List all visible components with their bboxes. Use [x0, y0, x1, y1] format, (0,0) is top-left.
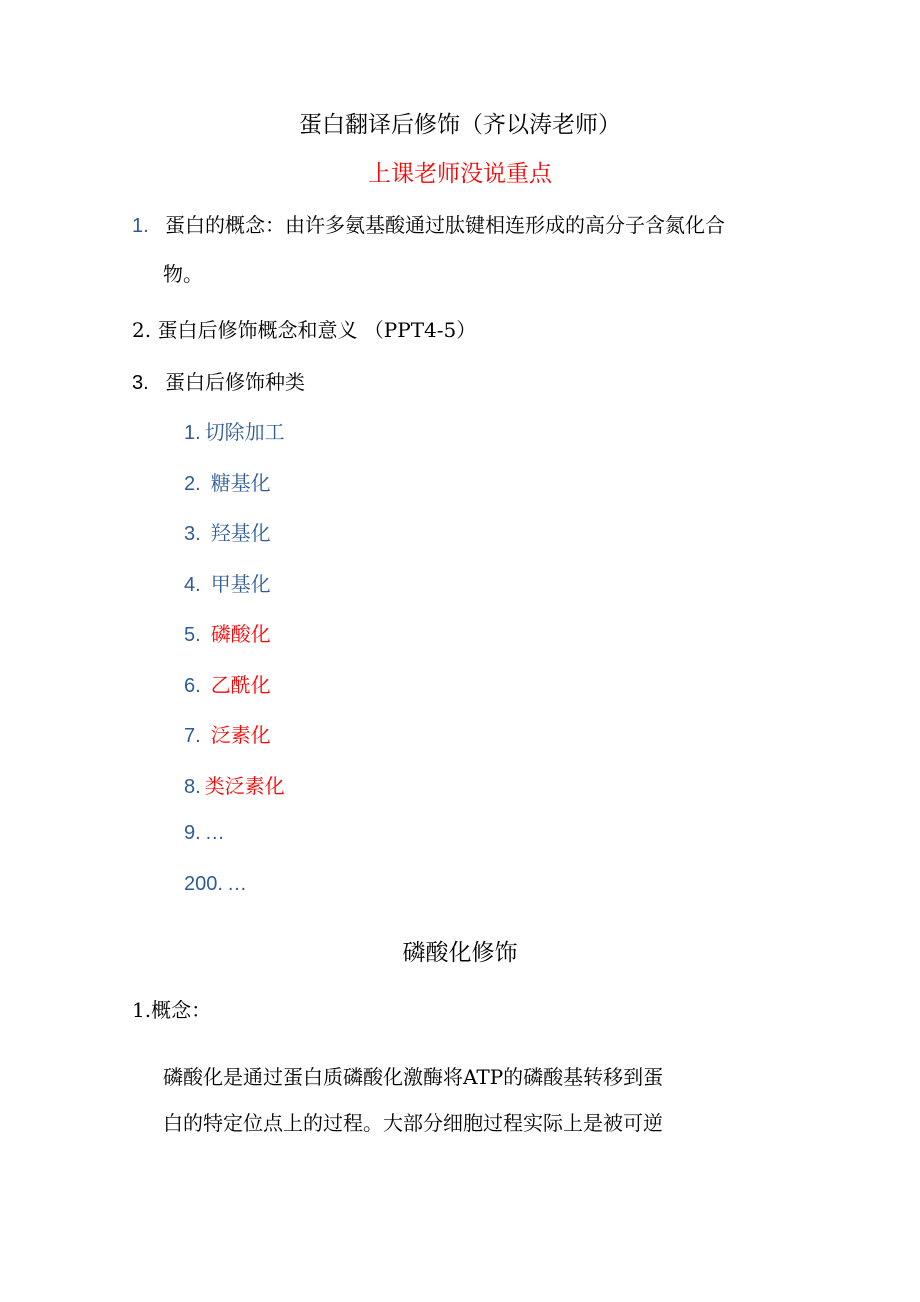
- list-item-label: 糖基化: [210, 470, 271, 495]
- list-item-label: …: [204, 822, 225, 844]
- section1-text: 蛋白的概念：由许多氨基酸通过肽键相连形成的高分子含氮化合: [165, 213, 726, 237]
- list-item-number: 2.: [184, 472, 201, 495]
- section2-text: 2. 蛋白后修饰概念和意义 （PPT4-5）: [132, 318, 477, 342]
- list-item-number: 1.: [184, 422, 201, 444]
- section1: [132, 209, 725, 238]
- list-item-number: 4.: [184, 573, 201, 596]
- list-item-number: 3.: [184, 523, 201, 545]
- list-item-label: 类泛素化: [204, 773, 285, 798]
- section-heading: 磷酸化修饰: [402, 940, 518, 966]
- list-item: [184, 719, 271, 748]
- list-item-number: 7.: [184, 725, 201, 747]
- list-item: [184, 770, 285, 799]
- list-item: [184, 568, 271, 597]
- concept-label: 1.概念：: [132, 998, 212, 1022]
- list-item-number: 5.: [184, 624, 201, 646]
- list-item-label: 磷酸化: [210, 622, 271, 646]
- list-item-label: 乙酰化: [210, 672, 271, 697]
- paragraph-line: 白的特定位点上的过程。大部分细胞过程实际上是被可逆: [163, 1111, 663, 1135]
- page-subtitle: 上课老师没说重点: [368, 161, 552, 187]
- page-title: 蛋白翻译后修饰（齐以涛老师）: [299, 112, 621, 138]
- section1-number: 1.: [132, 215, 149, 237]
- section3: [132, 366, 305, 395]
- list-item: [184, 669, 271, 698]
- section3-number: 3.: [132, 372, 149, 394]
- list-item: [184, 871, 247, 896]
- list-item: [184, 416, 285, 445]
- list-item: [184, 618, 271, 647]
- list-item-number: 9.: [184, 822, 201, 844]
- list-item-label: 切除加工: [204, 420, 285, 444]
- section3-text: 蛋白后修饰种类: [165, 370, 306, 394]
- list-item-label: 泛素化: [210, 723, 271, 747]
- list-item-number: 200.: [184, 872, 223, 895]
- list-item: [184, 517, 271, 546]
- paragraph-line: 磷酸化是通过蛋白质磷酸化激酶将ATP的磷酸基转移到蛋: [163, 1065, 664, 1089]
- list-item-label: 甲基化: [210, 571, 271, 596]
- section1-text-cont: 物。: [163, 262, 203, 286]
- list-item-number: 8.: [184, 775, 201, 798]
- list-item: [184, 820, 225, 845]
- list-item-label: …: [226, 872, 247, 895]
- list-item-number: 6.: [184, 674, 201, 697]
- list-item: [184, 467, 271, 496]
- list-item-label: 羟基化: [210, 521, 271, 545]
